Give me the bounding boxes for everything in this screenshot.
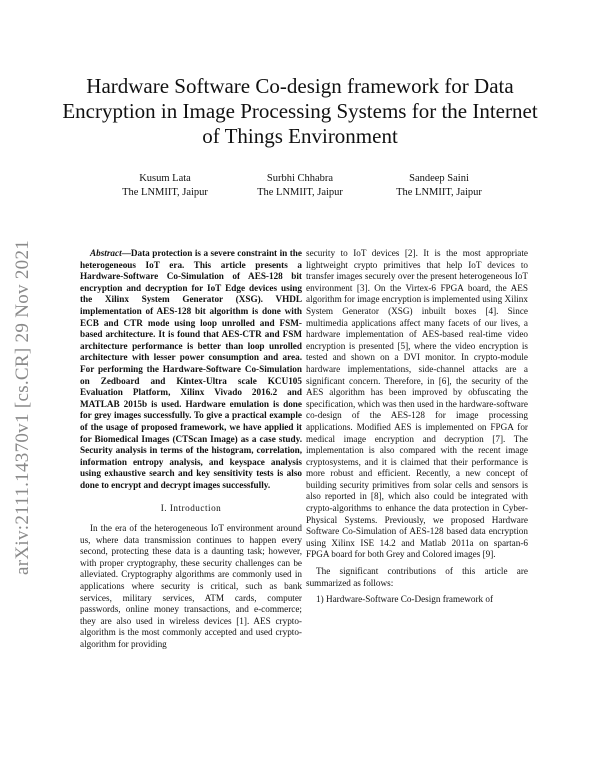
right-column bbox=[306, 248, 528, 606]
author-name: Surbhi Chhabra bbox=[266, 173, 334, 184]
author-2 bbox=[225, 172, 375, 200]
paper-title: Hardware Software Co-design framework for Data Encryption in Image Processing Systems for the Internet of Things Environment bbox=[62, 74, 538, 148]
author-affiliation: The LNMIIT, Jaipur bbox=[122, 187, 208, 198]
section-heading-introduction: I. Introduction bbox=[160, 503, 222, 514]
intro-paragraph-right: security to IoT devices [2]. It is the most appropriate lightweight crypto primitives that help IoT devices to transfer images securely over the present heterogeneous IoT environment [3]. On the Virtex-6 FPGA board, the AES algorithm for image encryption is implemented using Xilinx System Generator (XSG) inbuilt boxes [4]. Since multimedia applications affect many facets of our lives, a hardware implementation of AES-based real-time video encryption is presented [5], where the video encryption is tested and shown on a DVI monitor. In crypto-module hardware implementations, side-channel attacks are a significant concern. Therefore, in [6], the security of the AES algorithm has been improved by obfuscating the specification, which was then used in the hardware-software co-design of the AES-128 for image processing applications. Modified AES is implemented on FPGA for medical image encryption and decryption [7]. The implementation is also compared with the recent image cryptosystems, and it is claimed that their performance is more robust and efficient. Recently, a new concept of building security primitives from solar cells and sensors is also reported in [8], which also could be integrated with crypto-algorithms to enhance the data protection in Cyber-Physical Systems. Previously, we proposed Hardware Software Co-Simulation of AES-128 based data encryption using Xilinx ISE 14.2 and Matlab 2011a on spartan-6 FPGA board for both Grey and Colored images [9]. bbox=[306, 248, 528, 560]
contributions-intro: The significant contributions of this article are summarized as follows: bbox=[306, 566, 528, 588]
left-column bbox=[80, 248, 302, 651]
arxiv-identifier: arXiv:2111.14370v1 [cs.CR] 29 Nov 2021 bbox=[12, 239, 33, 575]
contribution-list-item: 1) Hardware-Software Co-Design framework of bbox=[316, 594, 494, 605]
author-3 bbox=[364, 172, 514, 200]
author-name: Sandeep Saini bbox=[409, 173, 469, 184]
author-1 bbox=[90, 172, 240, 200]
abstract bbox=[80, 248, 302, 491]
abstract-text: —Data protection is a severe constraint in the heterogeneous IoT era. This article presents a Hardware-Software Co-Simulation of AES-128 bit encryption and decryption for IoT Edge devices using the Xilinx System Generator (XSG). VHDL implementation of AES-128 bit algorithm is done with ECB and CTR mode using loop unrolled and FSM-based architecture. It is found that AES-CTR and FSM architecture performance is better than loop unrolled architecture with lesser power consumption and area. For performing the Hardware-Software Co-Simulation on Zedboard and Kintex-Ultra scale KCU105 Evaluation Platform, Xilinx Vivado 2016.2 and MATLAB 2015b is used. Hardware emulation is done for grey images successfully. To give a practical example of the usage of proposed framework, we have applied it for Biomedical Images (CTScan Image) as a case study. Security analysis in terms of the histogram, correlation, information entropy analysis, and keyspace analysis using exhaustive search and key sensitivity tests is also done to encrypt and decrypt images successfully. bbox=[80, 248, 302, 490]
author-affiliation: The LNMIIT, Jaipur bbox=[396, 187, 482, 198]
intro-paragraph-left: In the era of the heterogeneous IoT environment around us, where data transmission continues to happen every second, protecting these data is a daunting task; however, with proper cryptography, these security challenges can be alleviated. Cryptography algorithms are commonly used in applications where security is critical, such as bank services, military services, ATM cards, computer passwords, online money transactions, and e-commerce; they are also used in wireless devices [1]. AES crypto-algorithm is the most commonly accepted and used crypto-algorithm for providing bbox=[80, 523, 302, 649]
author-name: Kusum Lata bbox=[139, 173, 191, 184]
abstract-lead: Abstract bbox=[90, 248, 122, 258]
author-affiliation: The LNMIIT, Jaipur bbox=[257, 187, 343, 198]
